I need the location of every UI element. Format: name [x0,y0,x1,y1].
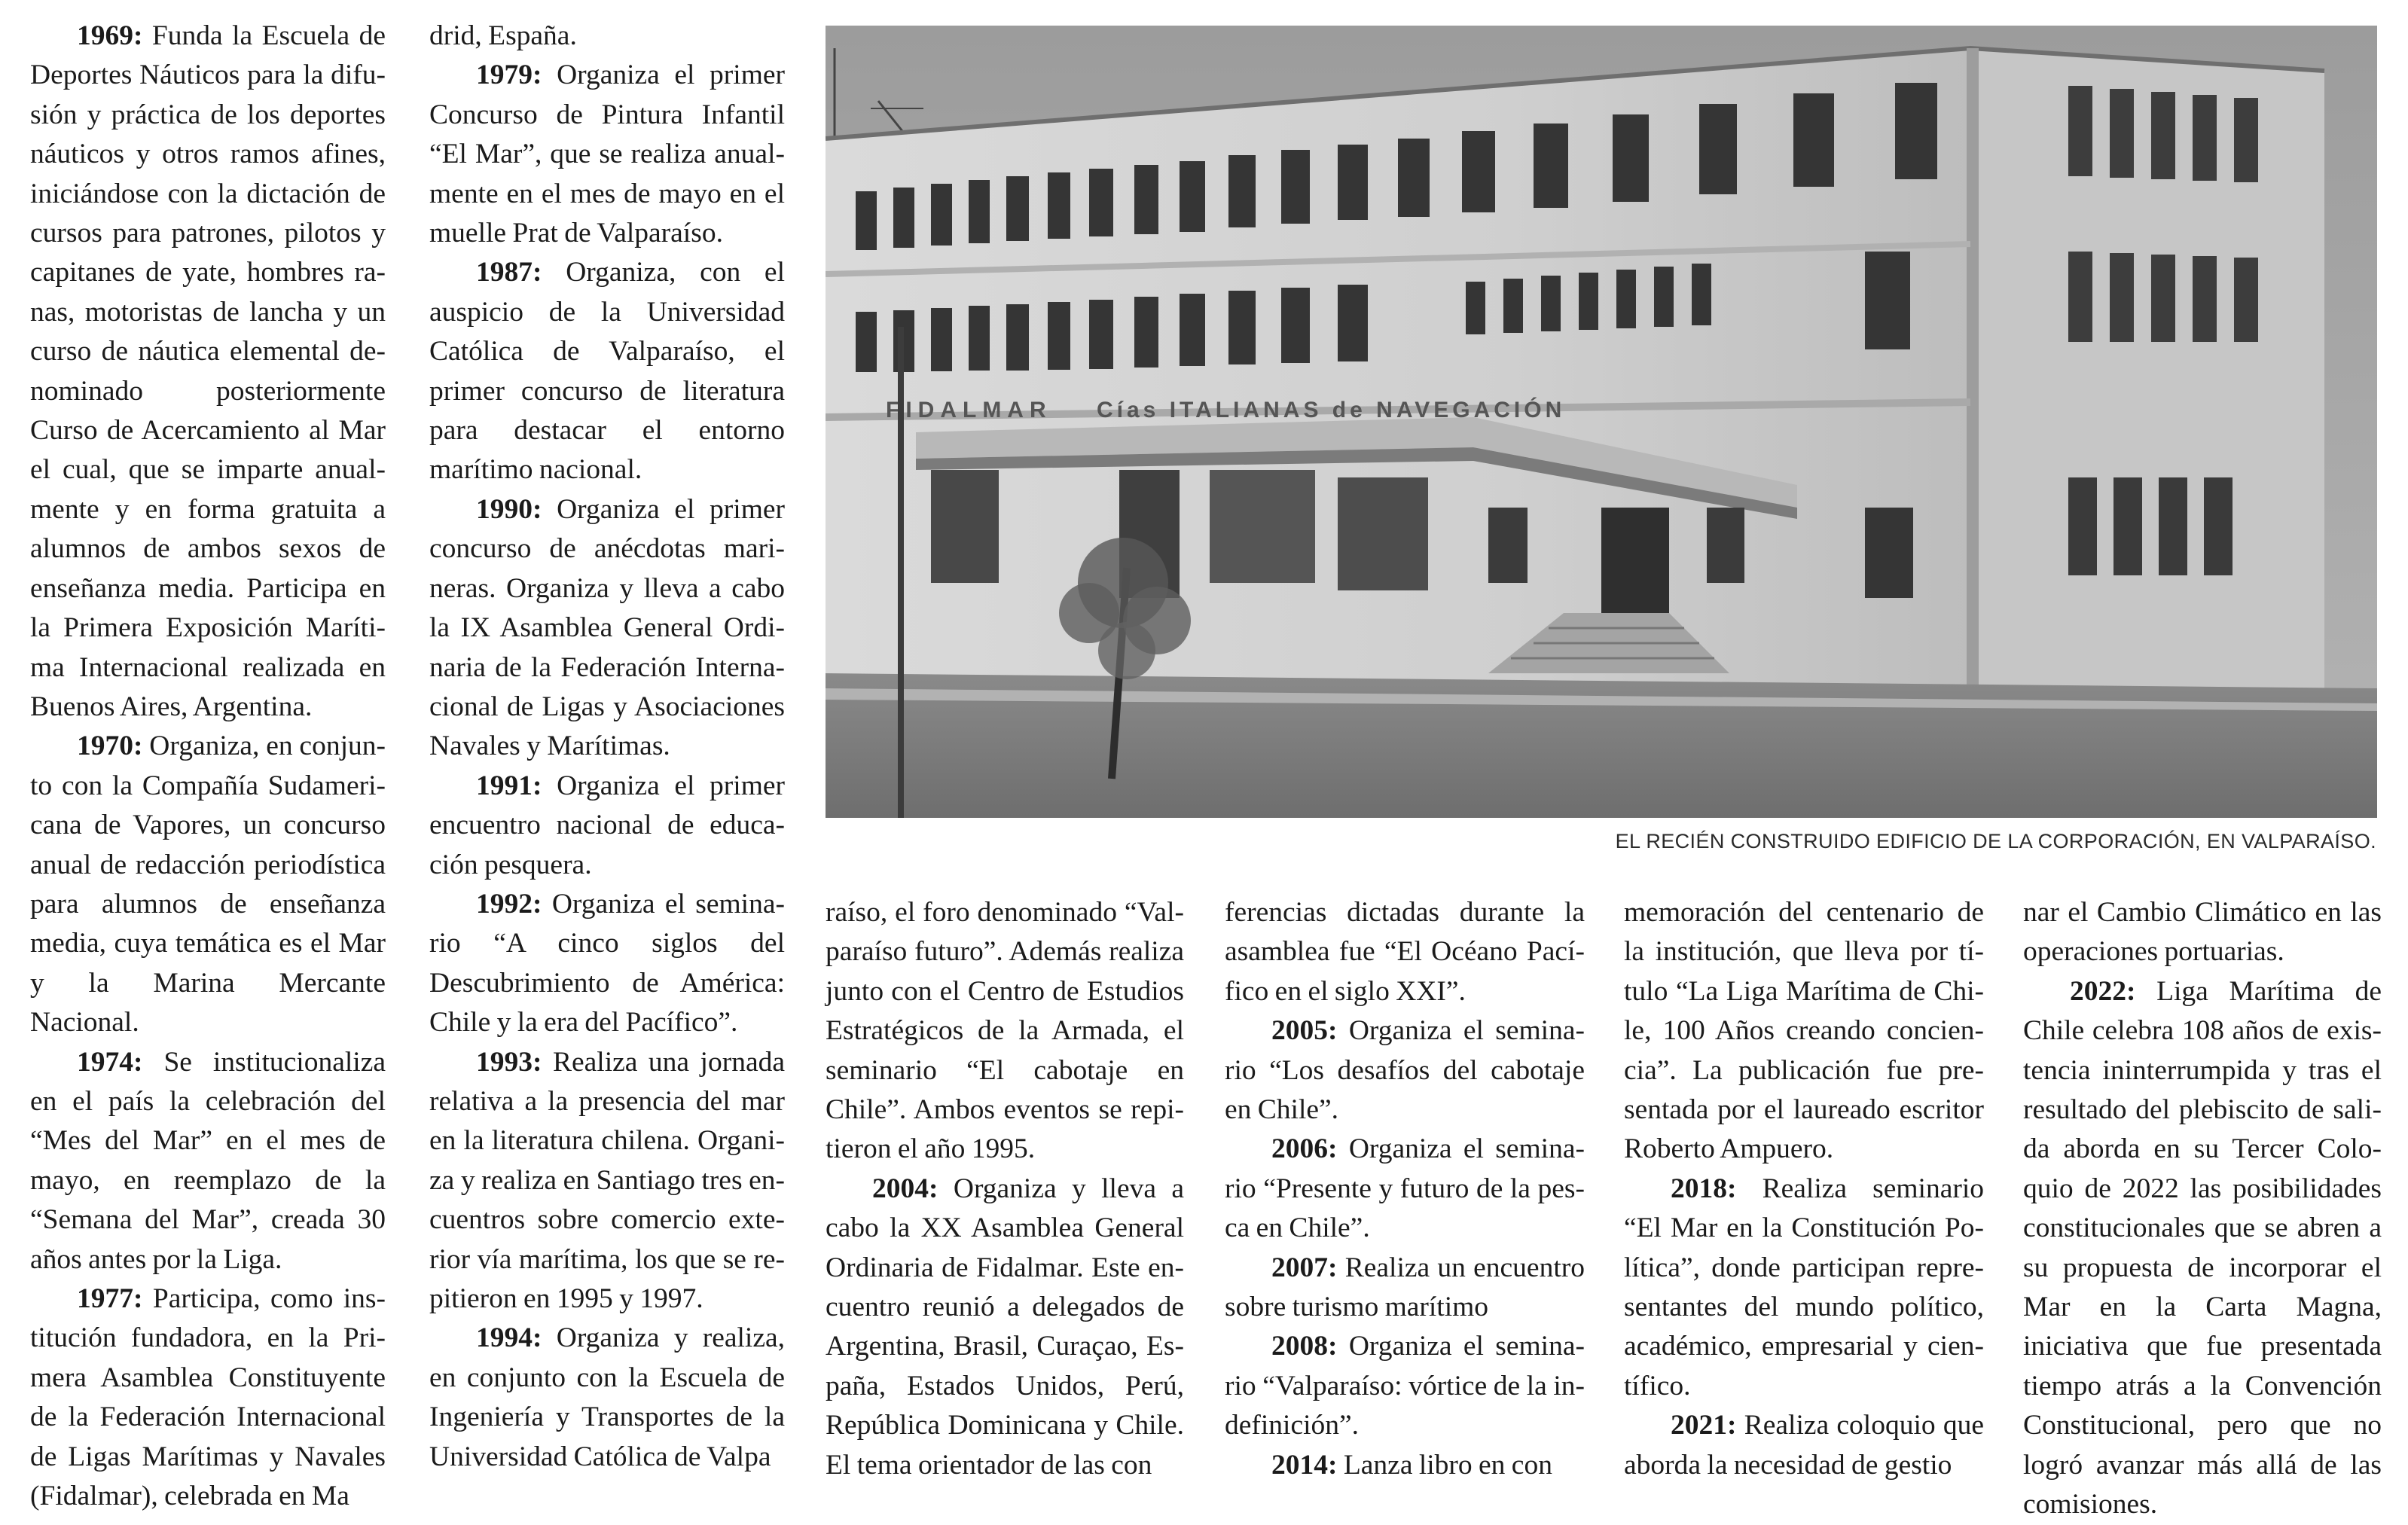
article-column-2 [429,17,785,1477]
timeline-entry [1225,1327,1585,1445]
sign-right: Cías ITALIANAS de NAVEGACIÓN [1097,398,1566,422]
timeline-entry [30,17,386,727]
article-column-6 [2023,893,2382,1525]
entry-year: 2014: [1271,1449,1338,1481]
entry-text: Organiza el primer Concurso de Pintura Infantil “El Mar”, que se realiza anualmente en el mes de mayo en el muelle Prat de Valparaíso. [429,59,785,249]
article-column-3 [826,893,1184,1485]
entry-year: 1969: [77,20,143,51]
continued-text: drid, España. [429,20,577,51]
entry-text: Organiza, con el auspicio de la Universidad Católica de Valparaíso, el primer concurso de literatura para destacar el entorno marítimo nacional. [429,257,785,486]
timeline-entry [1225,1249,1585,1328]
timeline-entry [2023,972,2382,1525]
entry-year: 2004: [872,1173,938,1204]
entry-text: Realiza una jornada relativa a la presencia del mar en la literatura chilena. Organiza y realiza en Santiago tres encuentros sobre comercio exterior vía marítima, los que se repitieron en 1995 y 1997. [429,1046,785,1314]
entry-text: Organiza, en conjunto con la Compañía Sudamericana de Vapores, un concurso anual de redacción periodística para alumnos de enseñanza media, cuya temática es el Mar y la Marina Mercante Nacional. [30,730,386,1039]
article-column-1 [30,17,386,1516]
entry-year: 1994: [476,1322,542,1354]
article-column-5 [1624,893,1984,1485]
timeline-entry [429,885,785,1043]
entry-year: 2008: [1271,1331,1338,1362]
timeline-entry [429,56,785,253]
timeline-entry [429,490,785,767]
entry-text: Realiza un encuentro sobre turismo marítimo [1225,1252,1585,1323]
entry-year: 2007: [1271,1252,1338,1283]
timeline-entry [30,1279,386,1516]
entry-text: Funda la Escuela de Deportes Náuticos para la difusión y práctica de los deportes náuticos y otros ramos afines, iniciándose con la dictación de cursos para patrones, pilotos y capitanes de yate, hombres ranas, motoristas de lancha y un curso de náutica elemental denominado posteriormente Curso de Acercamiento al Mar el cual, que se imparte anualmente y en forma gratuita a alumnos de ambos sexos de enseñanza media. Participa en la Primera Exposición Marítima Internacional realizada en Buenos Aires, Argentina. [30,20,386,722]
article-column-4 [1225,893,1585,1485]
entry-year: 1979: [476,59,542,91]
entry-year: 1991: [476,770,542,801]
entry-year: 2021: [1671,1410,1737,1441]
timeline-entry [1225,1130,1585,1248]
entry-year: 1974: [77,1046,143,1078]
continued-text: ferencias dictadas durante la asamblea fue “El Océano Pacífico en el siglo XXI”. [1225,897,1585,1007]
timeline-entry [1624,1406,1984,1485]
entry-text: Organiza el seminario “Presente y futuro de la pesca en Chile”. [1225,1133,1585,1244]
entry-text: Realiza seminario “El Mar en la Constitución Política”, donde participan representantes del mundo político, académico, empresarial y científico. [1624,1173,1984,1401]
entry-text: Participa, como institución fundadora, en la Primera Asamblea Constituyente de la Federación Internacional de Ligas Marítimas y Navales (Fidalmar), celebrada en Ma [30,1283,386,1512]
entry-text: Organiza y realiza, en conjunto con la Escuela de Ingeniería y Transportes de la Universidad Católica de Valpa [429,1322,785,1472]
entry-text: Organiza el primer encuentro nacional de educación pesquera. [429,770,785,880]
entry-text: Se institucionaliza en el país la celebración del “Mes del Mar” en el mes de mayo, en reemplazo de la “Semana del Mar”, creada 30 años antes por la Liga. [30,1046,386,1275]
building-illustration [826,26,2377,818]
continued-text: raíso, el foro denominado “Valparaíso futuro”. Además realiza junto con el Centro de Estudios Estratégicos de la Armada, el seminario “El cabotaje en Chile”. Ambos eventos se repitieron el año 1995. [826,897,1184,1165]
entry-text: Organiza el primer concurso de anécdotas marineras. Organiza y lleva a cabo la IX Asamblea General Ordinaria de la Federación Internacional de Ligas y Asociaciones Navales y Marítimas. [429,493,785,762]
timeline-entry [429,1319,785,1477]
timeline-entry [429,767,785,885]
entry-year: 1970: [77,730,143,762]
entry-year: 2022: [2070,975,2136,1007]
entry-year: 1993: [476,1046,542,1078]
entry-text: Liga Marítima de Chile celebra 108 años de existencia ininterrumpida y tras el resultado del plebiscito de salida aborda en su Tercer Coloquio de 2022 las posibilidades constitucionales que se abren a su propuesta de incorporar el Mar en la Carta Magna, iniciativa que fue presentada tiempo atrás a la Convención Constitucional, pero que no logró avanzar más allá de las comisiones. [2023,975,2382,1520]
sign-left: FIDALMAR [886,398,1052,422]
entry-text: Organiza el seminario “Valparaíso: vórtice de la indefinición”. [1225,1331,1585,1441]
timeline-entry [429,1043,785,1319]
entry-year: 1990: [476,493,542,525]
timeline-entry [826,1170,1184,1485]
entry-text: Organiza y lleva a cabo la XX Asamblea General Ordinaria de Fidalmar. Este encuentro reunió a delegados de Argentina, Brasil, Curaçao, España, Estados Unidos, Perú, República Dominicana y Chile. El tema orientador de las con [826,1173,1184,1481]
timeline-entry [1225,1011,1585,1130]
entry-year: 1977: [77,1283,143,1314]
timeline-entry [30,1043,386,1279]
entry-text: Realiza coloquio que aborda la necesidad de gestio [1624,1410,1984,1481]
continued-text: memoración del centenario de la institución, que lleva por título “La Liga Marítima de Chile, 100 Años creando conciencia”. La publicación fue presentada por el laureado escritor Roberto Ampuero. [1624,897,1984,1165]
entry-year: 2018: [1671,1173,1737,1204]
timeline-entry [429,253,785,490]
continued-text: nar el Cambio Climático en las operaciones portuarias. [2023,897,2382,968]
entry-year: 1992: [476,888,542,920]
entry-text: Lanza libro en con [1337,1449,1552,1481]
entry-text: Organiza el seminario “A cinco siglos del Descubrimiento de América: Chile y la era del Pacífico”. [429,888,785,1039]
timeline-entry [1225,1446,1585,1485]
timeline-entry [1624,1170,1984,1406]
entry-year: 2005: [1271,1015,1338,1047]
entry-year: 2006: [1271,1133,1338,1165]
entry-year: 1987: [476,257,542,288]
timeline-entry [30,727,386,1042]
photo-caption: EL RECIÉN CONSTRUIDO EDIFICIO DE LA CORPORACIÓN, EN VALPARAÍSO. [1615,830,2376,852]
building-photo [826,26,2377,818]
entry-text: Organiza el seminario “Los desafíos del cabotaje en Chile”. [1225,1015,1585,1126]
